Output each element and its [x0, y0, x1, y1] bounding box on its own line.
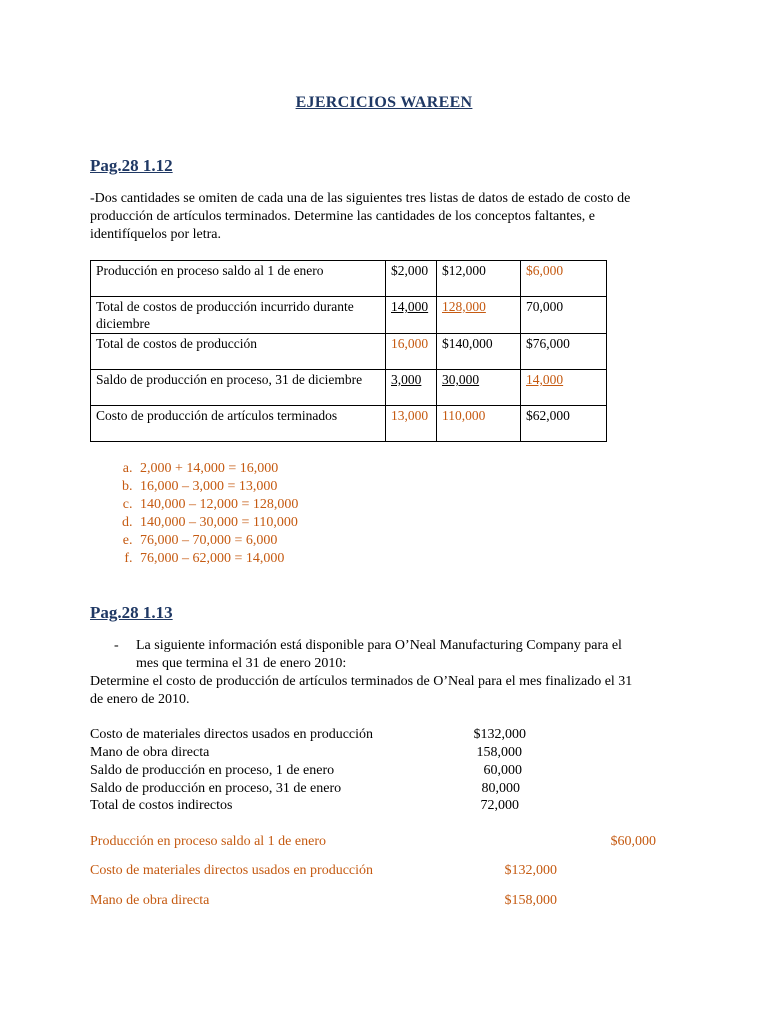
cell-col-b: 110,000 — [437, 406, 521, 442]
table-row — [91, 261, 607, 297]
answer-value: $158,000 — [504, 893, 557, 908]
calculation-item: e. 76,000 – 70,000 = 6,000 — [136, 532, 298, 550]
answer-value: $60,000 — [610, 834, 656, 849]
calculation-item: d. 140,000 – 30,000 = 110,000 — [136, 514, 298, 532]
answer-label: Producción en proceso saldo al 1 de enero — [90, 834, 326, 849]
calculation-item: a. 2,000 + 14,000 = 16,000 — [136, 460, 298, 478]
data-value: 60,000 — [483, 763, 522, 778]
data-label: Mano de obra directa — [90, 745, 210, 760]
answer-label: Mano de obra directa — [90, 893, 210, 908]
cell-col-b: 128,000 — [437, 297, 521, 334]
data-label: Saldo de producción en proceso, 31 de enero — [90, 781, 342, 796]
bullet-line: mes que termina el 31 de enero 2010: — [136, 656, 347, 671]
document-title: EJERCICIOS WAREEN — [295, 94, 473, 111]
calculation-list — [112, 460, 298, 568]
data-value: 158,000 — [476, 745, 522, 760]
section-heading-1-12: Pag.28 1.12 — [90, 156, 173, 175]
calculation-item: c. 140,000 – 12,000 = 128,000 — [136, 496, 298, 514]
section-heading-1-13: Pag.28 1.13 — [90, 603, 173, 622]
cell-col-b: $140,000 — [437, 334, 521, 370]
calculation-item: b. 16,000 – 3,000 = 13,000 — [136, 478, 298, 496]
calculation-item: f. 76,000 – 62,000 = 14,000 — [136, 550, 298, 568]
table-row — [91, 297, 607, 334]
cell-col-c: $6,000 — [521, 261, 607, 297]
cell-col-a: $2,000 — [386, 261, 437, 297]
cell-col-c: 70,000 — [521, 297, 607, 334]
row-label: Producción en proceso saldo al 1 de enero — [91, 261, 386, 297]
cell-col-a: 16,000 — [386, 334, 437, 370]
cell-col-b: 30,000 — [437, 370, 521, 406]
question-line: Determine el costo de producción de artículos terminados de O’Neal para el mes finalizado el 31 — [90, 674, 633, 689]
intro-line: producción de artículos terminados. Determine las cantidades de los conceptos faltantes, e — [90, 209, 595, 224]
cell-col-b: $12,000 — [437, 261, 521, 297]
bullet-dash: - — [114, 638, 119, 653]
answer-value: $132,000 — [504, 863, 557, 878]
data-label: Costo de materiales directos usados en producción — [90, 727, 374, 742]
cell-col-a: 14,000 — [386, 297, 437, 334]
cell-col-a: 13,000 — [386, 406, 437, 442]
table-row — [91, 334, 607, 370]
question-line: de enero de 2010. — [90, 692, 190, 707]
answer-label: Costo de materiales directos usados en producción — [90, 863, 374, 878]
intro-line: -Dos cantidades se omiten de cada una de las siguientes tres listas de datos de estado de costo de — [90, 191, 631, 206]
cell-col-c: $76,000 — [521, 334, 607, 370]
data-value: 80,000 — [481, 781, 520, 796]
row-label: Costo de producción de artículos terminados — [91, 406, 386, 442]
data-value: $132,000 — [473, 727, 526, 742]
table-row — [91, 370, 607, 406]
intro-line: identifíquelos por letra. — [90, 227, 222, 242]
row-label: Total de costos de producción — [91, 334, 386, 370]
row-label: Saldo de producción en proceso, 31 de diciembre — [91, 370, 386, 406]
data-value: 72,000 — [480, 798, 519, 813]
data-label: Saldo de producción en proceso, 1 de enero — [90, 763, 335, 778]
cost-table — [90, 260, 607, 442]
cell-col-a: 3,000 — [386, 370, 437, 406]
bullet-line: La siguiente información está disponible para O’Neal Manufacturing Company para el — [136, 638, 622, 653]
row-label: Total de costos de producción incurrido durante diciembre — [91, 297, 386, 334]
cell-col-c: $62,000 — [521, 406, 607, 442]
table-row — [91, 406, 607, 442]
bullet-text — [136, 637, 696, 673]
cell-col-c: 14,000 — [521, 370, 607, 406]
question-paragraph — [90, 673, 710, 709]
data-label: Total de costos indirectos — [90, 798, 233, 813]
section-1-12-intro — [90, 190, 690, 244]
